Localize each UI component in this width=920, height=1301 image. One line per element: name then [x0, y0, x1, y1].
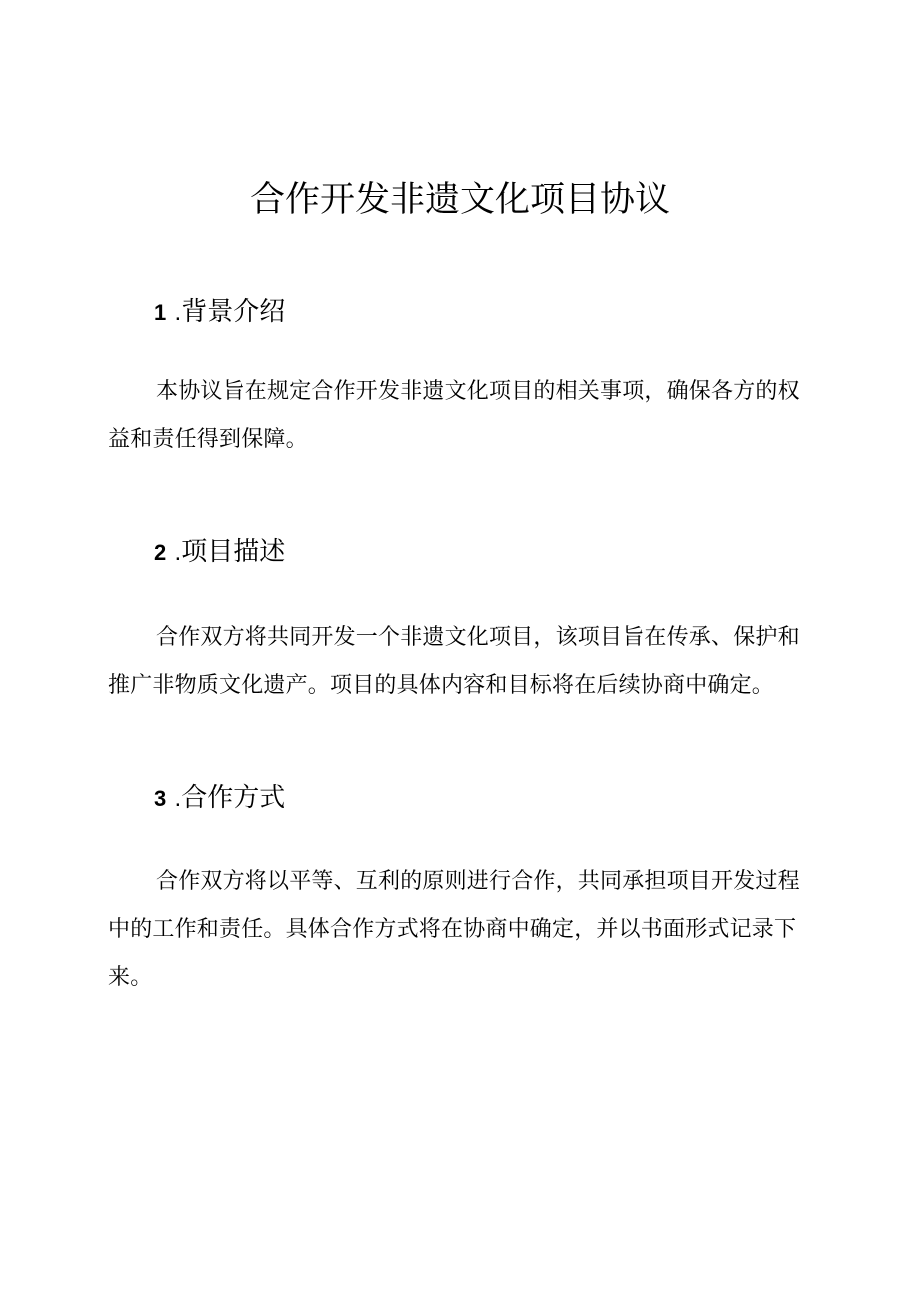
section-heading-project-description [154, 534, 285, 571]
section-heading-cooperation-method [154, 780, 285, 817]
section-separator: . [174, 539, 182, 566]
section-number: 1 [154, 300, 167, 325]
section-heading-text: 合作方式 [181, 783, 286, 813]
section-number: 2 [154, 540, 167, 565]
document-title: 合作开发非遗文化项目协议 [249, 180, 670, 220]
section-heading-text: 项目描述 [181, 537, 286, 567]
section-number: 3 [154, 786, 167, 811]
section-body-background: 本协议旨在规定合作开发非遗文化项目的相关事项，确保各方的权益和责任得到保障。 [108, 379, 800, 452]
section-body-cooperation-method: 合作双方将以平等、互利的原则进行合作，共同承担项目开发过程中的工作和责任。具体合作方式将在协商中确定，并以书面形式记录下来。 [108, 869, 800, 990]
section-heading-text: 背景介绍 [181, 297, 286, 327]
section-separator: . [174, 785, 182, 812]
section-heading-background [154, 294, 285, 331]
section-body-project-description: 合作双方将共同开发一个非遗文化项目，该项目旨在传承、保护和推广非物质文化遗产。项目的具体内容和目标将在后续协商中确定。 [108, 625, 800, 698]
section-separator: . [174, 299, 182, 326]
